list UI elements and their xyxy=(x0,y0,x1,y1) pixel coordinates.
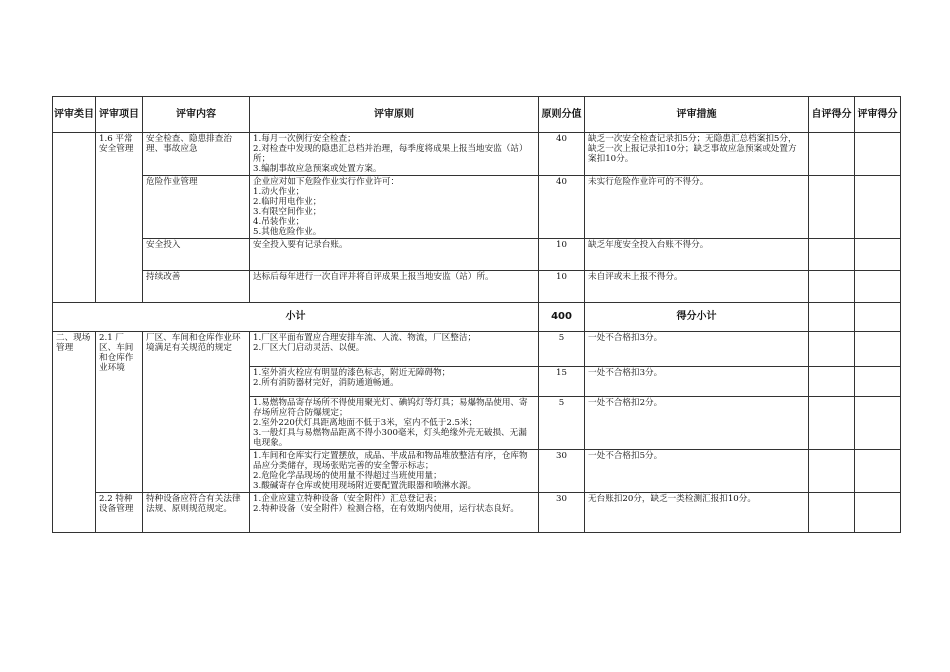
review-score-cell[interactable] xyxy=(855,176,901,239)
category-cell-empty xyxy=(53,133,96,303)
header-row xyxy=(53,97,901,133)
principle-line: 达标后每年进行一次自评并将自评成果上报当地安监（站）所。 xyxy=(253,272,494,282)
principle-line: 5.其他危险作业。 xyxy=(253,227,322,237)
principle-line: 1.厂区平面布置应合理安排车流、人流、物流，厂区整洁； xyxy=(253,333,477,343)
self-score-cell[interactable] xyxy=(809,133,855,176)
item-cell: 2.1 厂区、车间和仓库作业环境 xyxy=(96,332,143,493)
header-item: 评审项目 xyxy=(96,97,143,133)
content-cell: 厂区、车间和仓库作业环境满足有关规范的规定 xyxy=(143,332,250,493)
measure-cell: 缺乏一次安全检查记录扣5分；无隐患汇总档案扣5分，缺乏一次上报记录扣10分；缺乏事故应急预案或处置方案扣10分。 xyxy=(585,133,809,176)
principle-line: 2.特种设备（安全附件）检测合格，在有效期内使用，运行状态良好。 xyxy=(253,504,520,514)
self-score-cell[interactable] xyxy=(809,450,855,493)
content-cell: 持续改善 xyxy=(143,271,250,303)
principle-line: 2.厂区大门启动灵活、以便。 xyxy=(253,343,365,353)
table-row xyxy=(53,493,901,533)
header-principle: 评审原则 xyxy=(250,97,539,133)
measure-cell: 缺乏年度安全投入台账不得分。 xyxy=(585,239,809,271)
review-score-cell[interactable] xyxy=(855,367,901,397)
item-cell: 2.2 特种设备管理 xyxy=(96,493,143,533)
principle-cell xyxy=(250,493,539,533)
item-cell: 1.6 平常安全管理 xyxy=(96,133,143,303)
principle-cell xyxy=(250,176,539,239)
principle-line: 1.每月一次例行安全检查； xyxy=(253,134,356,144)
score-cell: 40 xyxy=(539,133,585,176)
principle-line: 3.一般灯具与易燃物品距离不得小300毫米，灯头绝缘外壳无破损、无漏电现象。 xyxy=(253,428,527,448)
principle-line: 2.危险化学品现场的使用量不得超过当班使用量； xyxy=(253,471,442,481)
score-cell: 5 xyxy=(539,397,585,450)
review-score-cell[interactable] xyxy=(855,397,901,450)
review-score-cell[interactable] xyxy=(855,493,901,533)
category-cell: 二、现场管理 xyxy=(53,332,96,533)
self-score-cell[interactable] xyxy=(809,397,855,450)
principle-line: 1.企业应建立特种设备（安全附件）汇总登记表； xyxy=(253,494,442,504)
score-cell: 10 xyxy=(539,239,585,271)
self-score-cell[interactable] xyxy=(809,493,855,533)
table-row xyxy=(53,133,901,176)
self-score-cell[interactable] xyxy=(809,332,855,367)
content-cell: 安全投入 xyxy=(143,239,250,271)
subtotal-score: 400 xyxy=(539,303,585,332)
self-score-cell[interactable] xyxy=(809,239,855,271)
principle-cell xyxy=(250,239,539,271)
self-score-cell[interactable] xyxy=(809,271,855,303)
principle-cell xyxy=(250,450,539,493)
principle-cell xyxy=(250,271,539,303)
principle-line: 2.所有消防器材完好，消防通道畅通。 xyxy=(253,378,399,388)
principle-line: 2.室外220伏灯具距离地面不低于3米，室内不低于2.5米； xyxy=(253,418,478,428)
review-score-cell[interactable] xyxy=(855,450,901,493)
principle-line: 4.吊装作业； xyxy=(253,217,305,227)
evaluation-table xyxy=(52,96,901,533)
subtotal-review-score[interactable] xyxy=(855,303,901,332)
score-cell: 30 xyxy=(539,493,585,533)
principle-line: 1.动火作业； xyxy=(253,187,305,197)
subtotal-label: 小计 xyxy=(53,303,539,332)
principle-cell xyxy=(250,332,539,367)
principle-line: 1.易燃物品寄存场所不得使用聚光灯、碘钨灯等灯具；易爆物品使用、寄存场所应符合防爆规定； xyxy=(253,398,528,418)
content-cell: 特种设备应符合有关法律法规、原则规范规定。 xyxy=(143,493,250,533)
principle-line: 3.酸碱寄存仓库或使用现场附近要配置洗眼器和喷淋水源。 xyxy=(253,481,477,491)
table-row xyxy=(53,239,901,271)
review-score-cell[interactable] xyxy=(855,239,901,271)
measure-cell: 一处不合格扣3分。 xyxy=(585,332,809,367)
header-measure: 评审措施 xyxy=(585,97,809,133)
principle-line: 3.有限空间作业； xyxy=(253,207,322,217)
measure-cell: 一处不合格扣3分。 xyxy=(585,367,809,397)
principle-line: 1.室外消火栓应有明显的漆色标志，附近无障碍物； xyxy=(253,368,451,378)
content-cell: 安全检查、隐患排查治理、事故应急 xyxy=(143,133,250,176)
header-category: 评审类目 xyxy=(53,97,96,133)
principle-line: 1.车间和仓库实行定置摆放，成品、半成品和物品堆放整洁有序，仓库物品应分类储存，现场张贴完善的安全警示标志； xyxy=(253,451,528,471)
score-cell: 10 xyxy=(539,271,585,303)
principle-line: 2.对检查中发现的隐患汇总档并治理，每季度将成果上报当地安监（站）所； xyxy=(253,144,528,164)
score-cell: 5 xyxy=(539,332,585,367)
header-score: 原则分值 xyxy=(539,97,585,133)
measure-cell: 一处不合格扣2分。 xyxy=(585,397,809,450)
principle-cell xyxy=(250,397,539,450)
subtotal-measure-label: 得分小计 xyxy=(585,303,809,332)
review-score-cell[interactable] xyxy=(855,271,901,303)
header-review-score: 评审得分 xyxy=(855,97,901,133)
table-row xyxy=(53,271,901,303)
principle-cell xyxy=(250,367,539,397)
review-score-cell[interactable] xyxy=(855,332,901,367)
principle-line: 2.临时用电作业； xyxy=(253,197,322,207)
principle-line: 企业应对如下危险作业实行作业许可： xyxy=(253,177,400,187)
principle-cell xyxy=(250,133,539,176)
measure-cell: 未自评或未上报不得分。 xyxy=(585,271,809,303)
content-cell: 危险作业管理 xyxy=(143,176,250,239)
header-content: 评审内容 xyxy=(143,97,250,133)
header-self-score: 自评得分 xyxy=(809,97,855,133)
measure-cell: 一处不合格扣5分。 xyxy=(585,450,809,493)
table-row xyxy=(53,332,901,367)
principle-line: 安全投入要有记录台账。 xyxy=(253,240,348,250)
self-score-cell[interactable] xyxy=(809,367,855,397)
self-score-cell[interactable] xyxy=(809,176,855,239)
subtotal-self-score[interactable] xyxy=(809,303,855,332)
score-cell: 40 xyxy=(539,176,585,239)
principle-line: 3.编制事故应急预案或处置方案。 xyxy=(253,164,382,174)
review-score-cell[interactable] xyxy=(855,133,901,176)
score-cell: 15 xyxy=(539,367,585,397)
table-row xyxy=(53,176,901,239)
subtotal-row xyxy=(53,303,901,332)
score-cell: 30 xyxy=(539,450,585,493)
measure-cell: 未实行危险作业许可的不得分。 xyxy=(585,176,809,239)
measure-cell: 无台账扣20分，缺乏一类检测汇报扣10分。 xyxy=(585,493,809,533)
